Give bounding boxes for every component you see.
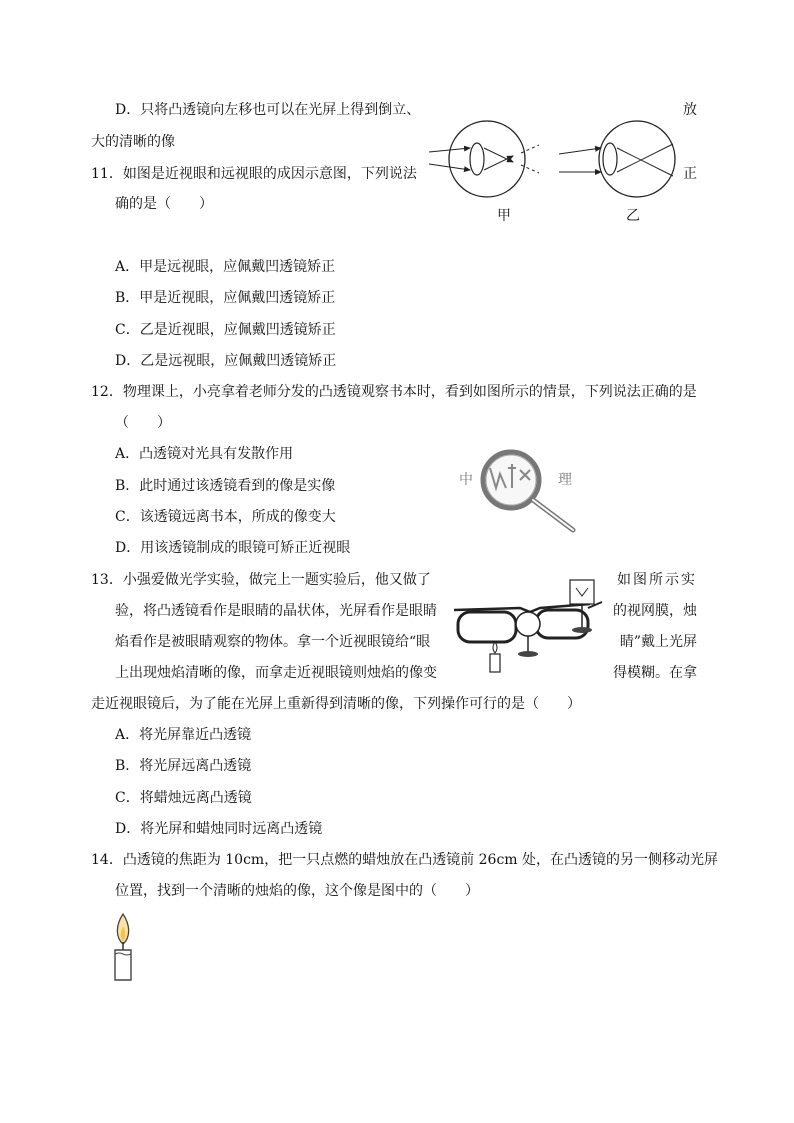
q12-option-b: B．此时通过该透镜看到的像是实像 bbox=[115, 478, 336, 494]
glasses-experiment-figure bbox=[450, 572, 610, 682]
q13-stem-4: 上出现烛焰清晰的像，而拿走近视眼镜则烛焰的像变 bbox=[115, 665, 437, 681]
q12-option-c: C．该透镜远离书本，所成的像变大 bbox=[115, 509, 336, 525]
q13-stem-4-end: 得模糊。在拿 bbox=[613, 665, 697, 681]
q13-option-c: C．将蜡烛远离凸透镜 bbox=[115, 790, 252, 806]
q11-option-d: D．乙是远视眼，应佩戴凹透镜矫正 bbox=[115, 353, 337, 369]
q11-option-c: C．乙是近视眼，应佩戴凹透镜矫正 bbox=[115, 322, 336, 338]
q13-option-b: B．将光屏远离凸透镜 bbox=[115, 758, 252, 774]
q11-option-a: A．甲是远视眼，应佩戴凹透镜矫正 bbox=[115, 259, 336, 275]
q11-stem: 11．如图是近视眼和远视眼的成因示意图，下列说法 bbox=[91, 166, 417, 182]
magnifier-text-left: 中 bbox=[459, 472, 473, 488]
q12-option-d: D．用该透镜制成的眼镜可矫正近视眼 bbox=[115, 540, 351, 556]
candle-figure bbox=[110, 912, 138, 984]
fig-label-jia: 甲 bbox=[497, 208, 511, 224]
q14-stem: 14．凸透镜的焦距为 10cm，把一只点燃的蜡烛放在凸透镜前 26cm 处，在凸透镜的另一侧移动光屏 bbox=[91, 852, 719, 868]
q13-stem-1-end: 如图所示实 bbox=[617, 572, 697, 588]
fig-label-yi: 乙 bbox=[626, 208, 640, 224]
q11-option-b: B．甲是近视眼，应佩戴凹透镜矫正 bbox=[115, 290, 336, 306]
q13-stem-3-end: 睛”戴上光屏 bbox=[619, 634, 697, 650]
q13-stem-1: 13．小强爱做光学实验，做完上一题实验后，他又做了 bbox=[91, 572, 431, 588]
q10-option-d-cont: 大的清晰的像 bbox=[91, 134, 175, 150]
eye-diagram-figure bbox=[425, 118, 705, 228]
q14-stem-cont: 位置，找到一个清晰的烛焰的像，这个像是图中的（ ） bbox=[115, 883, 479, 899]
magnifier-text-right: 理 bbox=[558, 472, 572, 488]
q13-option-d: D．将光屏和蜡烛同时远离凸透镜 bbox=[115, 821, 323, 837]
q12-stem-cont: （ ） bbox=[115, 415, 171, 431]
q13-stem-2: 验，将凸透镜看作是眼睛的晶状体，光屏看作是眼睛 bbox=[115, 603, 437, 619]
q12-stem: 12．物理课上，小亮拿着老师分发的凸透镜观察书本时，看到如图所示的情景，下列说法正确的是 bbox=[91, 384, 697, 400]
q11-stem-cont: 确的是（ ） bbox=[115, 196, 213, 212]
q13-stem-3: 焰看作是被眼睛观察的物体。拿一个近视眼镜给“眼 bbox=[115, 634, 431, 650]
q13-option-a: A．将光屏靠近凸透镜 bbox=[115, 727, 252, 743]
q11-stem-end: 正 bbox=[683, 166, 697, 182]
q10-option-d: D．只将凸透镜向左移也可以在光屏上得到倒立、 bbox=[115, 102, 421, 118]
hyperopia-eye-diagram bbox=[559, 121, 675, 197]
q10-option-d-end: 放 bbox=[683, 102, 697, 118]
q12-option-a: A．凸透镜对光具有发散作用 bbox=[115, 446, 294, 462]
q13-stem-2-end: 的视网膜，烛 bbox=[613, 603, 697, 619]
q13-stem-5: 走近视眼镜后，为了能在光屏上重新得到清晰的像，下列操作可行的是（ ） bbox=[91, 696, 581, 712]
myopia-eye-diagram bbox=[429, 121, 539, 197]
